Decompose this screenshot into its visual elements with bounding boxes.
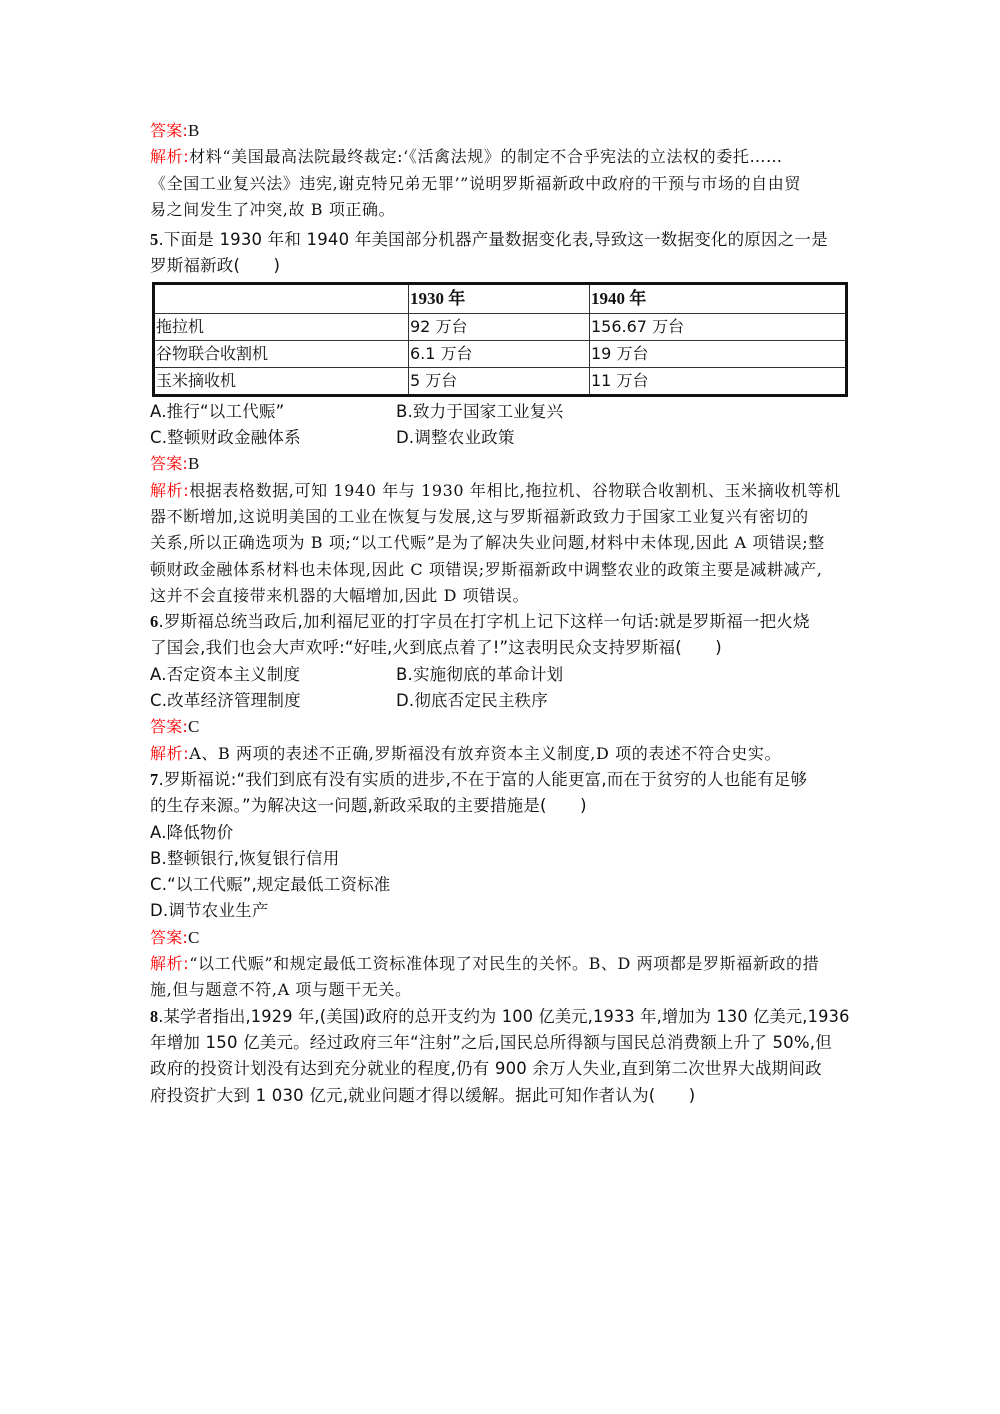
analysis-text: “以工代赈”和规定最低工资标准体现了对民生的关怀。B、D 两项都是罗斯福新政的措 [189, 954, 820, 974]
options-row [150, 662, 850, 688]
option-d[interactable]: D.彻底否定民主秩序 [396, 691, 548, 711]
answer-value: B [188, 454, 200, 474]
table-header-row [154, 283, 847, 313]
question-text: .某学者指出,1929 年,(美国)政府的总开支约为 100 亿美元,1933 年,增加为 130 亿美元,1936 [158, 1006, 850, 1026]
option-a[interactable]: A.否定资本主义制度 [150, 664, 301, 684]
analysis-line [150, 741, 850, 767]
option-c[interactable]: C.“以工代赈”,规定最低工资标准 [150, 875, 391, 895]
answer-label: 答案: [150, 121, 188, 140]
answer-label: 答案: [150, 454, 188, 474]
analysis-line [150, 951, 850, 977]
answer-value: B [188, 121, 200, 140]
table-cell: 19 万台 [590, 340, 847, 367]
analysis-line [150, 144, 850, 170]
answer-line [150, 451, 850, 477]
answer-label: 答案: [150, 717, 188, 737]
analysis-label: 解析: [150, 743, 190, 763]
answer-line [150, 925, 850, 951]
question-stem [150, 227, 850, 253]
option-a[interactable]: A.推行“以工代赈” [150, 401, 285, 421]
table-cell: 谷物联合收割机 [154, 340, 409, 367]
option-c[interactable]: C.整顿财政金融体系 [150, 428, 301, 448]
question-stem: 罗斯福新政( ) [150, 256, 281, 276]
question-number: 8 [150, 1006, 159, 1026]
answer-value: C [188, 717, 200, 737]
answer-line [150, 714, 850, 740]
question-number: 7 [150, 769, 159, 789]
table-row [154, 367, 847, 395]
analysis-text: 根据表格数据,可知 1940 年与 1930 年相比,拖拉机、谷物联合收割机、玉米摘收机等机 [189, 480, 841, 500]
table-cell: 5 万台 [409, 367, 590, 395]
options-row [150, 399, 850, 425]
answer-label: 答案: [150, 927, 188, 947]
option-b[interactable]: B.致力于国家工业复兴 [396, 401, 564, 421]
table-header-cell: 1940 年 [590, 283, 847, 313]
question-stem: 府投资扩大到 1 030 亿元,就业问题才得以缓解。据此可知作者认为( ) [150, 1085, 696, 1105]
question-text: .罗斯福说:“我们到底有没有实质的进步,不在于富的人能更富,而在于贫穷的人也能有足够 [158, 769, 808, 789]
question-text: .下面是 1930 年和 1940 年美国部分机器产量数据变化表,导致这一数据变化的原因之一是 [158, 230, 828, 250]
question-text: .罗斯福总统当政后,加利福尼亚的打字员在打字机上记下这样一句话:就是罗斯福一把火烧 [158, 612, 810, 632]
table-cell: 156.67 万台 [590, 313, 847, 340]
question-number: 5 [150, 230, 159, 250]
option-d[interactable]: D.调整农业政策 [396, 428, 515, 448]
option-b[interactable]: B.整顿银行,恢复银行信用 [150, 848, 340, 868]
option-c[interactable]: C.改革经济管理制度 [150, 691, 301, 711]
table-cell: 6.1 万台 [409, 340, 590, 367]
analysis-line: 《全国工业复兴法》违宪,谢克特兄弟无罪’”说明罗斯福新政中政府的干预与市场的自由贸 [150, 173, 801, 193]
analysis-text: A、B 两项的表述不正确,罗斯福没有放弃资本主义制度,D 项的表述不符合史实。 [189, 743, 782, 763]
option-b[interactable]: B.实施彻底的革命计划 [396, 664, 564, 684]
table-row [154, 340, 847, 367]
question-stem: 年增加 150 亿美元。经过政府三年“注射”之后,国民总所得额与国民总消费额上升了 50%,但 [150, 1032, 832, 1052]
analysis-line [150, 478, 850, 504]
machine-production-table [152, 282, 848, 397]
question-stem [150, 609, 850, 635]
question-stem: 了国会,我们也会大声欢呼:“好哇,火到底点着了!”这表明民众支持罗斯福( ) [150, 638, 722, 658]
answer-line [150, 118, 850, 144]
analysis-label: 解析: [150, 954, 190, 974]
table-cell: 拖拉机 [154, 313, 409, 340]
analysis-label: 解析: [150, 480, 190, 500]
table-cell: 92 万台 [409, 313, 590, 340]
question-number: 6 [150, 612, 159, 632]
analysis-line: 施,但与题意不符,A 项与题干无关。 [150, 980, 412, 1000]
analysis-line: 易之间发生了冲突,故 B 项正确。 [150, 199, 396, 219]
question-stem [150, 767, 850, 793]
document-page [150, 118, 850, 1109]
options-row [150, 688, 850, 714]
analysis-text: 材料“美国最高法院最终裁定:‘《活禽法规》的制定不合乎宪法的立法权的委托…… [189, 147, 783, 167]
options-row [150, 425, 850, 451]
analysis-line: 器不断增加,这说明美国的工业在恢复与发展,这与罗斯福新政致力于国家工业复兴有密切的 [150, 506, 809, 526]
analysis-label: 解析: [150, 147, 190, 167]
option-a[interactable]: A.降低物价 [150, 822, 234, 842]
question-stem: 政府的投资计划没有达到充分就业的程度,仍有 900 余万人失业,直到第二次世界大战期间政 [150, 1059, 822, 1079]
table-cell: 11 万台 [590, 367, 847, 395]
option-d[interactable]: D.调节农业生产 [150, 901, 269, 921]
analysis-line: 关系,所以正确选项为 B 项;“以工代赈”是为了解决失业问题,材料中未体现,因此 A 项错误;整 [150, 533, 825, 553]
question-stem [150, 1004, 850, 1030]
analysis-line: 顿财政金融体系材料也未体现,因此 C 项错误;罗斯福新政中调整农业的政策主要是减耕减产, [150, 559, 823, 579]
table-row [154, 313, 847, 340]
table-header-cell [154, 283, 409, 313]
question-stem: 的生存来源。”为解决这一问题,新政采取的主要措施是( ) [150, 796, 587, 816]
table-header-cell: 1930 年 [409, 283, 590, 313]
answer-value: C [188, 927, 200, 947]
analysis-line: 这并不会直接带来机器的大幅增加,因此 D 项错误。 [150, 585, 530, 605]
table-cell: 玉米摘收机 [154, 367, 409, 395]
